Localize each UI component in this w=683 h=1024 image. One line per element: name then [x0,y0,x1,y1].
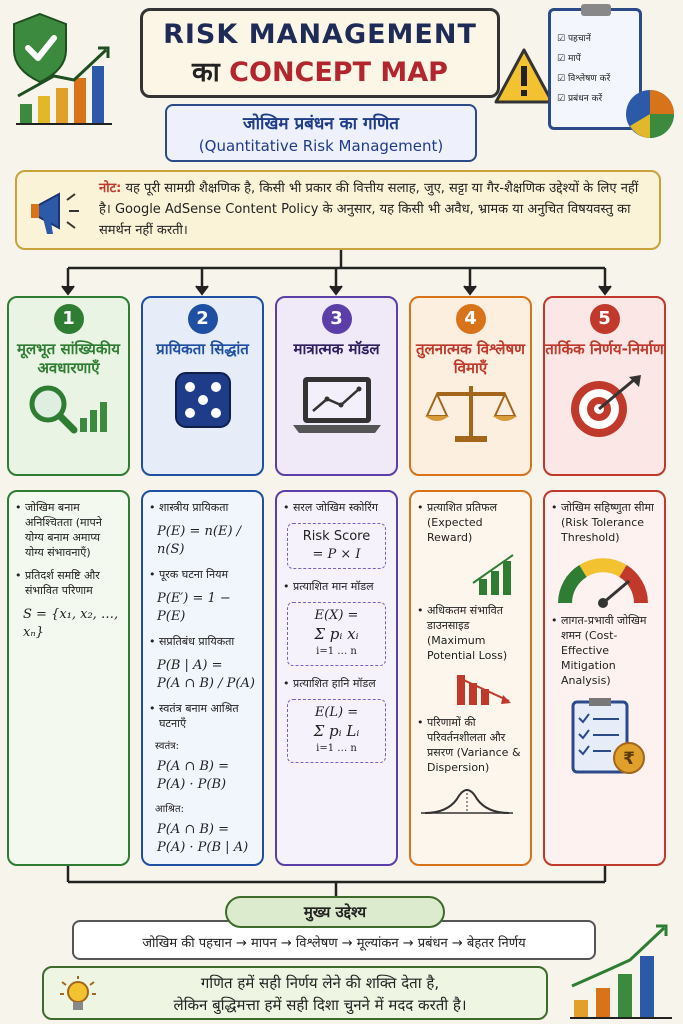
column-title: तार्किक निर्णय-निर्माण [545,340,664,358]
column-number: 2 [188,304,218,334]
list-item: • प्रतिदर्श समष्टि और संभावित परिणाम [15,568,122,598]
bell-curve-icon [417,783,517,817]
target-icon [563,373,647,441]
list-item: • जोखिम सहिष्णुता सीमा (Risk Tolerance Threshold) [551,500,658,545]
subtitle-hindi: जोखिम प्रबंधन का गणित [243,114,399,134]
column-title: मात्रात्मक मॉडल [293,340,380,358]
list-item: • प्रत्याशित हानि मॉडल [283,676,390,691]
magnifier-chart-icon [24,380,114,436]
column-4-body [409,490,532,866]
rising-bars-icon [417,553,517,599]
column-1-body [7,490,130,866]
clipboard-checklist-icon [551,696,655,780]
formula: i=1 … n [316,743,357,754]
svg-text:₹: ₹ [623,749,635,769]
note-label: नोट: [99,181,122,196]
formula: = P × I [312,547,361,562]
column-number: 1 [54,304,84,334]
list-item: • पूरक घटना नियम [149,567,256,582]
clipboard-item: ☑ प्रबंधन करें [557,94,603,104]
formula: P(E′) = 1 − P(E) [157,591,231,624]
quote-line2: लेकिन बुद्धिमत्ता हमें सही दिशा चुनने में मदद करती है। [173,996,467,1014]
column-1-header [7,296,130,476]
formula: Σ pᵢ xᵢ [314,625,359,643]
quote-box [42,966,548,1020]
subtitle-label: स्वतंत्र: [155,741,180,752]
column-2-header [141,296,264,476]
column-title: मूलभूत सांख्यिकीय अवधारणाएँ [17,340,120,377]
column-title: प्रायिकता सिद्धांत [156,340,249,358]
formula-box [287,699,386,763]
warning-icon [492,46,556,108]
disclaimer-note [15,170,661,250]
quote-line1: गणित हमें सही निर्णय लेने की शक्ति देता है, [200,974,440,992]
title-box [140,8,500,98]
bar-chart-icon [14,40,124,130]
formula: P(E) = n(E) / n(S) [157,524,242,557]
objective-label: मुख्य उद्देश्य [225,896,445,928]
column-number: 3 [322,304,352,334]
column-4-header [409,296,532,476]
objective-flow: जोखिम की पहचान → मापन → विश्लेषण → मूल्यांकन → प्रबंधन → बेहतर निर्णय [72,920,596,960]
falling-bars-icon [417,671,517,711]
column-3-header [275,296,398,476]
megaphone-icon [29,186,89,240]
formula: i=1 … n [316,646,357,657]
title-ka: का [192,57,220,88]
list-item: • जोखिम बनाम अनिश्चितता (मापने योग्य बनाम अमाप्य योग्य संभावनाएँ) [15,500,122,560]
formula: Risk Score [302,529,371,544]
list-item: • प्रत्याशित प्रतिफल (Expected Reward) [417,500,524,545]
subtitle-box [165,104,477,162]
column-3-body [275,490,398,866]
formula: P(A ∩ B) = P(A) · P(B) [157,759,230,792]
formula: E(L) = [314,705,359,720]
column-2-body [141,490,264,866]
balance-scale-icon [423,380,519,446]
list-item: • अधिकतम संभावित डाउनसाइड (Maximum Potential Loss) [417,603,524,663]
list-item: • परिणामों की परिवर्तनशीलता और प्रसरण (Variance & Dispersion) [417,715,524,775]
formula-box [287,523,386,569]
clipboard-item: ☑ पहचानें [557,34,591,44]
title-line1: RISK MANAGEMENT [163,19,477,50]
laptop-chart-icon [289,373,385,443]
note-text: यह पूरी सामग्री शैक्षणिक है, किसी भी प्रकार की वित्तीय सलाह, जुए, सट्टा या गैर-शैक्षणिक उद्देश्यों के लिए नहीं है। Google AdSense Content Policy के अनुसार, यह किसी भी अवैध, भ्रामक या अनुचित विषयवस्तु का समर्थन नहीं करती। [99,181,639,238]
list-item: • शास्त्रीय प्रायिकता [149,500,256,515]
list-item: • सप्रतिबंध प्रायिकता [149,634,256,649]
bar-chart-icon [568,920,680,1022]
subtitle-label: आश्रित: [155,804,184,815]
list-item: • लागत-प्रभावी जोखिम शमन (Cost-Effective Mitigation Analysis) [551,613,658,688]
column-number: 5 [590,304,620,334]
bottom-connectors [0,864,683,900]
gauge-icon [551,553,655,609]
title-line2 [143,52,497,89]
column-5-header [543,296,666,476]
top-connectors [0,246,683,298]
column-title: तुलनात्मक विश्लेषण विमाएँ [416,340,525,377]
formula: P(A ∩ B) / P(A) [157,676,255,691]
clipboard-item: ☑ मापें [557,54,581,64]
list-item: • प्रत्याशित मान मॉडल [283,579,390,594]
subtitle-english: (Quantitative Risk Management) [198,137,444,155]
list-item: • स्वतंत्र बनाम आश्रित घटनाएँ [149,701,256,731]
dice-icon [168,369,238,433]
formula: Σ pᵢ Lᵢ [313,722,360,740]
list-item: • सरल जोखिम स्कोरिंग [283,500,390,515]
column-number: 4 [456,304,486,334]
clipboard-item: ☑ विश्लेषण करें [557,74,611,84]
column-5-body [543,490,666,866]
formula: P(B | A) = [157,658,223,673]
formula: E(X) = [314,608,359,623]
formula: S = {x₁, x₂, …, xₙ} [23,607,119,640]
pie-chart-icon [622,86,678,142]
formula-box [287,602,386,666]
lightbulb-icon [58,976,98,1016]
formula: P(A ∩ B) = P(A) · P(B | A) [157,822,249,855]
title-concept-map: CONCEPT MAP [229,57,448,88]
